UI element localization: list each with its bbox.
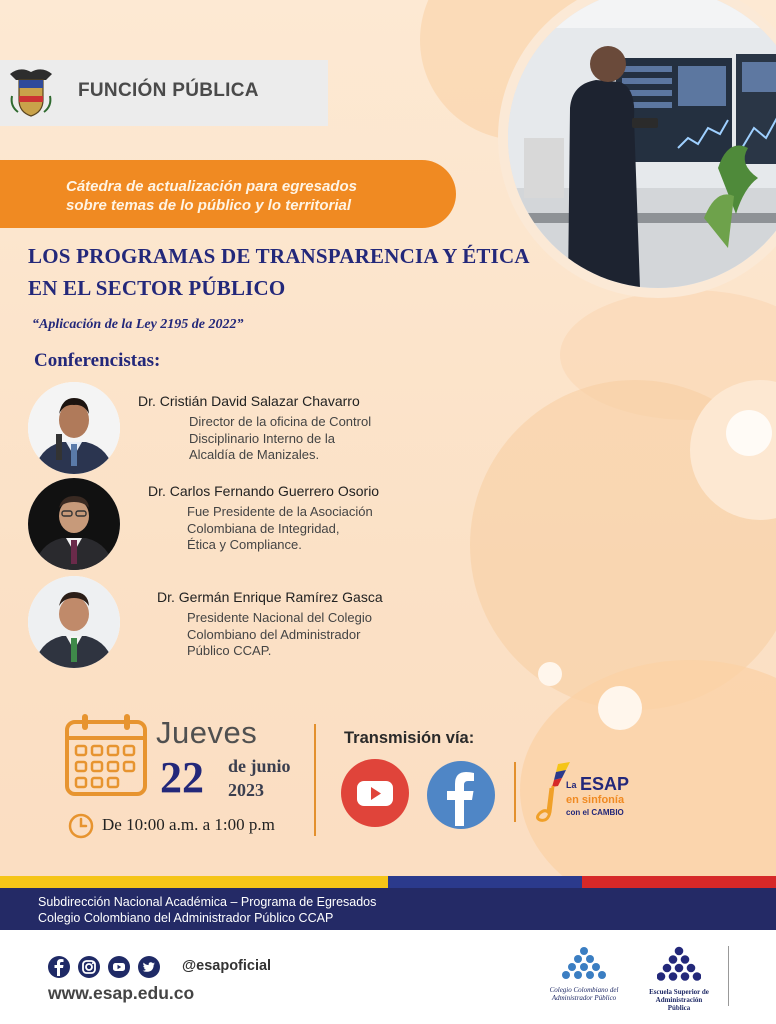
esap-campaign-logo: La ESAP en sinfonía con el CAMBIO — [536, 760, 646, 826]
speaker-name: Dr. Carlos Fernando Guerrero Osorio — [148, 483, 380, 499]
event-month-year: de junio 2023 — [228, 756, 291, 800]
youtube-icon[interactable] — [340, 758, 410, 828]
website-link[interactable]: www.esap.edu.co — [48, 983, 195, 1003]
speaker-name: Dr. Germán Enrique Ramírez Gasca — [157, 589, 383, 605]
social-handle: @esapoficial — [182, 958, 272, 974]
speaker-photo — [28, 478, 120, 570]
divider — [728, 946, 729, 1006]
youtube-icon[interactable] — [108, 956, 130, 978]
speaker-photo — [28, 382, 120, 474]
clock-icon — [68, 813, 94, 839]
transmission-label: Transmisión vía: — [344, 729, 475, 747]
banner-line-1: Cátedra de actualización para egresados — [66, 178, 357, 195]
facebook-icon[interactable] — [426, 760, 496, 830]
colombia-coat-of-arms-icon — [8, 66, 54, 118]
banner-line-2: sobre temas de lo público y lo territorial — [66, 197, 352, 214]
flag-stripe-red — [582, 876, 776, 888]
event-title-line-1: LOS PROGRAMAS DE TRANSPARENCIA Y ÉTICA — [28, 244, 530, 268]
event-title-line-2: EN EL SECTOR PÚBLICO — [28, 276, 286, 300]
ccap-logo: Colegio Colombiano del Administrador Público — [548, 946, 620, 1006]
speaker-role: Fue Presidente de la Asociación Colombiana de Integridad, Ética y Compliance. — [187, 504, 373, 552]
flag-stripe-blue — [388, 876, 582, 888]
course-banner — [0, 160, 456, 228]
decor-circle — [726, 410, 772, 456]
event-time: De 10:00 a.m. a 1:00 p.m — [102, 815, 275, 834]
facebook-icon[interactable] — [48, 956, 70, 978]
funcion-publica-label: FUNCIÓN PÚBLICA — [78, 80, 259, 101]
calendar-icon — [64, 712, 148, 798]
speaker-photo — [28, 576, 120, 668]
flag-stripe-yellow — [0, 876, 388, 888]
decor-circle — [598, 686, 642, 730]
speaker-role: Presidente Nacional del Colegio Colombiano del Administrador Público CCAP. — [187, 610, 373, 658]
instagram-icon[interactable] — [78, 956, 100, 978]
organizer-line-1: Subdirección Nacional Académica – Programa de Egresados — [38, 895, 377, 909]
decor-circle — [538, 662, 562, 686]
speaker-role: Director de la oficina de Control Disciplinario Interno de la Alcaldía de Manizales. — [189, 414, 372, 462]
divider — [314, 724, 316, 836]
twitter-icon[interactable] — [138, 956, 160, 978]
organizers-band — [0, 888, 776, 930]
event-day: 22 — [160, 753, 204, 802]
event-subtitle: “Aplicación de la Ley 2195 de 2022” — [32, 317, 244, 332]
speaker-name: Dr. Cristián David Salazar Chavarro — [138, 393, 360, 409]
event-weekday: Jueves — [156, 715, 258, 750]
divider — [514, 762, 516, 822]
organizer-line-2: Colegio Colombiano del Administrador Público CCAP — [38, 911, 334, 925]
speakers-heading: Conferencistas: — [34, 350, 161, 371]
esap-logo: Escuela Superior de Administración Pública — [644, 946, 714, 1010]
